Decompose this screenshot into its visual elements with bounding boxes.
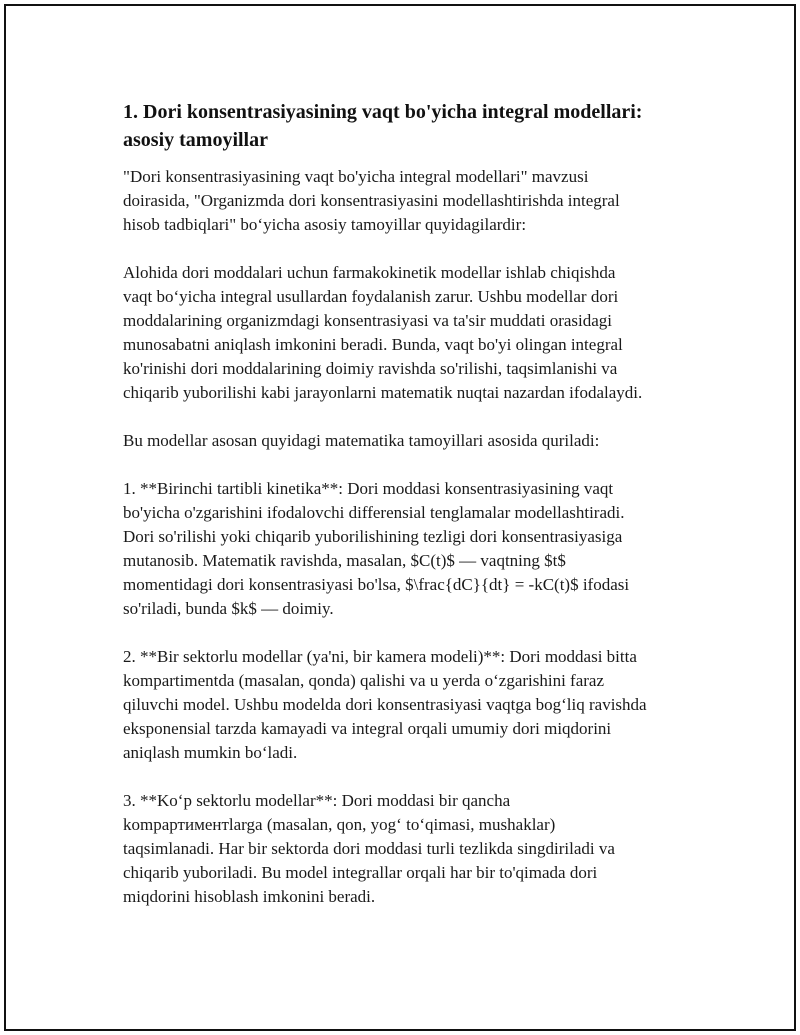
text-line: Alohida dori moddalari uchun farmakokinetik modellar ishlab chiqishda — [123, 263, 616, 282]
heading-line: asosiy tamoyillar — [123, 129, 268, 151]
text-line: vaqt bo‘yicha integral usullardan foydalanish zarur. Ushbu modellar dori — [123, 287, 619, 306]
text-line: ko'rinishi dori moddalarining doimiy ravishda so'rilishi, taqsimlanishi va — [123, 359, 618, 378]
text-line: Dori so'rilishi yoki chiqarib yuborilishining tezligi dori konsentrasiyasiga — [123, 527, 623, 546]
text-line: mutanosib. Matematik ravishda, masalan, $C(t)$ — vaqtning $t$ — [123, 551, 566, 570]
text-line: hisob tadbiqlari" bo‘yicha asosiy tamoyillar quyidagilardir: — [123, 215, 527, 234]
text-line: kompартиментlarga (masalan, qon, yog‘ to‘qimasi, mushaklar) — [123, 815, 556, 834]
text-line: 3. **Ko‘p sektorlu modellar**: Dori moddasi bir qancha — [123, 791, 511, 810]
list-item-multi-compartment-model — [123, 789, 703, 909]
list-item-first-order-kinetics — [123, 477, 703, 621]
document-body — [123, 98, 703, 933]
text-line: "Dori konsentrasiyasining vaqt bo'yicha integral modellari" mavzusi — [123, 167, 589, 186]
text-line: munosabatni aniqlash imkonini beradi. Bunda, vaqt bo'yi olingan integral — [123, 335, 623, 354]
text-line: moddalarining organizmdagi konsentrasiyasi va ta'sir muddati orasidagi — [123, 311, 613, 330]
text-line: bo'yicha o'zgarishini ifodalovchi differensial tenglamalar modellashtiradi. — [123, 503, 625, 522]
text-line: doirasida, "Organizmda dori konsentrasiyasini modellashtirishda integral — [123, 191, 620, 210]
text-line: 1. **Birinchi tartibli kinetika**: Dori moddasi konsentrasiyasining vaqt — [123, 479, 614, 498]
section-heading — [123, 98, 703, 154]
page-frame — [4, 4, 796, 1031]
text-line: miqdorini hisoblash imkonini beradi. — [123, 887, 376, 906]
text-line: eksponensial tarzda kamayadi va integral orqali umumiy dori miqdorini — [123, 719, 612, 738]
intro-paragraph — [123, 165, 703, 237]
list-item-one-compartment-model — [123, 645, 703, 765]
text-line: Bu modellar asosan quyidagi matematika tamoyillari asosida quriladi: — [123, 431, 600, 450]
text-line: taqsimlanadi. Har bir sektorda dori moddasi turli tezlikda singdiriladi va — [123, 839, 615, 858]
text-line: chiqarib yuboriladi. Bu model integrallar orqali har bir to'qimada dori — [123, 863, 598, 882]
heading-line: 1. Dori konsentrasiyasining vaqt bo'yicha integral modellari: — [123, 101, 643, 123]
principles-intro-paragraph — [123, 429, 703, 453]
text-line: 2. **Bir sektorlu modellar (ya'ni, bir kamera modeli)**: Dori moddasi bitta — [123, 647, 637, 666]
text-line: kompartimentda (masalan, qonda) qalishi va u yerda o‘zgarishini faraz — [123, 671, 605, 690]
text-line: qiluvchi model. Ushbu modelda dori konsentrasiyasi vaqtga bog‘liq ravishda — [123, 695, 647, 714]
text-line: chiqarib yuborilishi kabi jarayonlarni matematik nuqtai nazardan ifodalaydi. — [123, 383, 643, 402]
pharmacokinetics-paragraph — [123, 261, 703, 405]
text-line: so'riladi, bunda $k$ — doimiy. — [123, 599, 334, 618]
text-line: aniqlash mumkin bo‘ladi. — [123, 743, 298, 762]
text-line: momentidagi dori konsentrasiyasi bo'lsa, $\frac{dC}{dt} = -kC(t)$ ifodasi — [123, 575, 630, 594]
